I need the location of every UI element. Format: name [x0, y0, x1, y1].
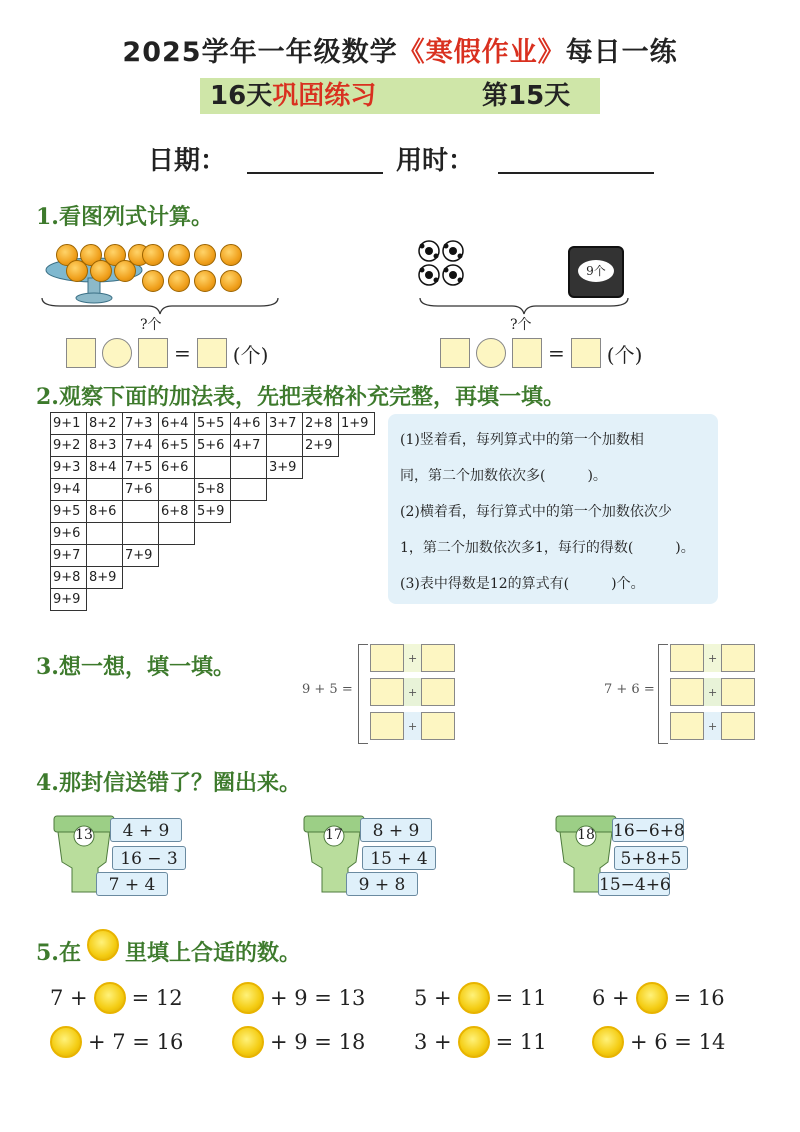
equation-right: = 12	[131, 986, 183, 1010]
table-cell-blank[interactable]	[159, 479, 195, 501]
table-cell-blank[interactable]	[123, 501, 159, 523]
date-field[interactable]	[247, 172, 383, 174]
q3-left-bracket	[358, 644, 368, 744]
sun-answer-slot[interactable]	[458, 1026, 490, 1058]
letter-card[interactable]: 5+8+5	[614, 846, 688, 870]
addition-table	[50, 412, 375, 611]
table-empty-space	[267, 501, 303, 523]
table-cell: 6+8	[159, 501, 195, 523]
note-line: (2)横着看，每行算式中的第一个加数依次少	[400, 504, 672, 520]
letter-card[interactable]: 4 + 9	[110, 818, 182, 842]
equals-sign: =	[548, 341, 565, 365]
equation-left: 5 +	[414, 986, 452, 1010]
table-empty-space	[267, 589, 303, 611]
letter-card[interactable]: 7 + 4	[96, 872, 168, 896]
table-cell-blank[interactable]	[87, 479, 123, 501]
q5-equation	[50, 1026, 183, 1058]
q3-right-expression: 7 + 6 =	[604, 682, 655, 697]
unit-label: (个)	[232, 342, 269, 367]
answer-box[interactable]	[197, 338, 227, 368]
table-cell: 8+4	[87, 457, 123, 479]
table-cell: 9+8	[51, 567, 87, 589]
sun-answer-slot[interactable]	[50, 1026, 82, 1058]
table-cell-blank[interactable]	[159, 523, 195, 545]
letter-card[interactable]: 9 + 8	[346, 872, 418, 896]
soccer-ball-icon	[442, 240, 464, 262]
q1-left-equation	[66, 338, 268, 368]
table-cell: 9+3	[51, 457, 87, 479]
q1-right-equation	[440, 338, 642, 368]
table-cell-blank[interactable]	[195, 457, 231, 479]
basket-label: 9个	[578, 260, 614, 282]
title-highlight: 《寒假作业》	[397, 37, 566, 68]
q5-title: 5.在 里填上合适的数。	[36, 936, 301, 967]
note-line: (1)竖着看，每列算式中的第一个加数相	[400, 432, 644, 448]
table-empty-space	[123, 567, 159, 589]
q3-title: 3.想一想，填一填。	[36, 654, 235, 680]
plate-oranges-row2	[66, 260, 136, 282]
table-cell: 2+8	[303, 413, 339, 435]
table-empty-space	[195, 545, 231, 567]
answer-box[interactable]	[370, 678, 404, 706]
table-cell: 8+3	[87, 435, 123, 457]
title-prefix: 2025学年一年级数学	[122, 37, 398, 68]
answer-box[interactable]	[370, 644, 404, 672]
operator-circle[interactable]	[102, 338, 132, 368]
orange-icon	[194, 244, 216, 266]
table-empty-space	[303, 567, 339, 589]
table-empty-space	[339, 523, 375, 545]
q5-equation	[50, 982, 183, 1014]
orange-icon	[194, 270, 216, 292]
time-field[interactable]	[498, 172, 654, 174]
table-empty-space	[231, 523, 267, 545]
q2-notes-panel	[388, 414, 718, 604]
note-line: 同，第二个加数依次多( )。	[400, 468, 607, 484]
soccer-balls	[418, 240, 464, 286]
table-cell-blank[interactable]	[231, 479, 267, 501]
sun-answer-slot[interactable]	[232, 1026, 264, 1058]
title-suffix: 每日一练	[565, 37, 678, 68]
table-empty-space	[231, 567, 267, 589]
soccer-ball-icon	[418, 240, 440, 262]
q3-left-splits	[370, 644, 455, 740]
q5-equation	[414, 982, 547, 1014]
table-cell: 5+6	[195, 435, 231, 457]
table-cell: 9+2	[51, 435, 87, 457]
table-empty-space	[267, 567, 303, 589]
table-cell: 9+4	[51, 479, 87, 501]
equation-right: = 16	[673, 986, 725, 1010]
brace-right-label: ?个	[510, 317, 532, 333]
table-cell: 9+7	[51, 545, 87, 567]
equation-right: + 7 = 16	[88, 1030, 184, 1054]
table-empty-space	[339, 567, 375, 589]
orange-icon	[168, 270, 190, 292]
table-empty-space	[339, 457, 375, 479]
orange-icon	[142, 270, 164, 292]
brace-left-label: ?个	[140, 317, 162, 333]
table-empty-space	[231, 545, 267, 567]
mailbox-group	[300, 812, 440, 896]
table-empty-space	[267, 479, 303, 501]
answer-box[interactable]	[571, 338, 601, 368]
time-label: 用时：	[396, 146, 475, 176]
q5-equation	[414, 1026, 547, 1058]
sun-answer-slot[interactable]	[592, 1026, 624, 1058]
table-empty-space	[339, 589, 375, 611]
table-empty-space	[159, 589, 195, 611]
sun-answer-slot[interactable]	[636, 982, 668, 1014]
table-cell-blank[interactable]	[267, 435, 303, 457]
answer-box[interactable]	[421, 678, 455, 706]
table-cell: 6+5	[159, 435, 195, 457]
table-empty-space	[195, 567, 231, 589]
sun-answer-slot[interactable]	[232, 982, 264, 1014]
mailbox-number: 18	[577, 827, 595, 843]
answer-box[interactable]	[66, 338, 96, 368]
table-row	[51, 501, 375, 523]
sun-icon	[87, 929, 119, 961]
split-row: +	[670, 644, 755, 672]
table-empty-space	[339, 479, 375, 501]
page-title	[0, 30, 800, 69]
table-empty-space	[339, 435, 375, 457]
letter-card[interactable]: 15−4+6	[598, 872, 670, 896]
q4-title: 4.那封信送错了？圈出来。	[36, 770, 301, 796]
mailbox-number: 17	[325, 827, 343, 843]
basket-picture	[568, 246, 624, 298]
table-cell: 9+9	[51, 589, 87, 611]
table-cell-blank[interactable]	[123, 523, 159, 545]
soccer-ball-icon	[418, 264, 440, 286]
letter-card[interactable]: 16−6+8	[612, 818, 684, 842]
table-empty-space	[303, 479, 339, 501]
mailbox-group	[50, 812, 190, 896]
letter-card[interactable]: 8 + 9	[360, 818, 432, 842]
table-cell: 5+8	[195, 479, 231, 501]
equation-left: 7 +	[50, 986, 88, 1010]
table-cell: 3+7	[267, 413, 303, 435]
answer-box[interactable]	[670, 712, 704, 740]
day-banner	[200, 78, 600, 114]
table-cell: 1+9	[339, 413, 375, 435]
table-cell: 7+5	[123, 457, 159, 479]
table-cell: 9+5	[51, 501, 87, 523]
table-empty-space	[303, 523, 339, 545]
table-cell: 4+6	[231, 413, 267, 435]
banner-day: 第15天	[482, 81, 571, 111]
table-cell-blank[interactable]	[231, 457, 267, 479]
table-empty-space	[303, 457, 339, 479]
answer-box[interactable]	[512, 338, 542, 368]
answer-box[interactable]	[670, 644, 704, 672]
note-line: (3)表中得数是12的算式有( )个。	[400, 576, 645, 592]
q2-title: 2.观察下面的加法表，先把表格补充完整，再填一填。	[36, 384, 565, 410]
table-empty-space	[195, 589, 231, 611]
q5-equation	[232, 982, 365, 1014]
orange-icon	[142, 244, 164, 266]
q5-equation	[592, 1026, 725, 1058]
table-empty-space	[159, 567, 195, 589]
letter-card[interactable]: 15 + 4	[362, 846, 436, 870]
table-cell: 7+9	[123, 545, 159, 567]
table-cell: 3+9	[267, 457, 303, 479]
table-row	[51, 435, 375, 457]
date-label: 日期：	[148, 146, 227, 176]
q1-title: 1.看图列式计算。	[36, 204, 213, 230]
table-empty-space	[195, 523, 231, 545]
mailbox-group	[552, 812, 692, 896]
table-cell: 5+5	[195, 413, 231, 435]
q3-left-expression: 9 + 5 =	[302, 682, 353, 697]
split-row: +	[370, 712, 455, 740]
table-cell-blank[interactable]	[87, 545, 123, 567]
table-cell: 8+9	[87, 567, 123, 589]
table-row	[51, 567, 375, 589]
answer-box[interactable]	[138, 338, 168, 368]
table-empty-space	[231, 589, 267, 611]
table-empty-space	[267, 545, 303, 567]
orange-icon	[220, 244, 242, 266]
table-empty-space	[87, 589, 123, 611]
q3-right-splits	[670, 644, 755, 740]
equation-right: = 11	[495, 1030, 547, 1054]
answer-box[interactable]	[440, 338, 470, 368]
table-row	[51, 589, 375, 611]
table-cell: 5+9	[195, 501, 231, 523]
table-empty-space	[339, 501, 375, 523]
orange-icon	[66, 260, 88, 282]
table-cell: 2+9	[303, 435, 339, 457]
equation-right: = 11	[495, 986, 547, 1010]
operator-circle[interactable]	[476, 338, 506, 368]
equation-left: 3 +	[414, 1030, 452, 1054]
table-row	[51, 457, 375, 479]
banner-left: 16天巩固练习	[210, 81, 377, 111]
table-cell: 7+4	[123, 435, 159, 457]
q5-equation	[592, 982, 725, 1014]
table-empty-space	[231, 501, 267, 523]
table-cell: 6+6	[159, 457, 195, 479]
table-cell: 8+2	[87, 413, 123, 435]
split-row: +	[670, 712, 755, 740]
answer-box[interactable]	[370, 712, 404, 740]
answer-box[interactable]	[421, 712, 455, 740]
equation-right: + 9 = 13	[270, 986, 366, 1010]
table-cell: 7+3	[123, 413, 159, 435]
letter-card[interactable]: 16 − 3	[112, 846, 186, 870]
split-row: +	[370, 678, 455, 706]
answer-box[interactable]	[721, 644, 755, 672]
equation-right: + 9 = 18	[270, 1030, 366, 1054]
table-row	[51, 479, 375, 501]
table-row	[51, 523, 375, 545]
table-empty-space	[267, 523, 303, 545]
orange-icon	[168, 244, 190, 266]
table-empty-space	[339, 545, 375, 567]
sun-answer-slot[interactable]	[94, 982, 126, 1014]
table-empty-space	[159, 545, 195, 567]
split-row: +	[670, 678, 755, 706]
table-empty-space	[303, 501, 339, 523]
table-cell: 7+6	[123, 479, 159, 501]
table-empty-space	[303, 545, 339, 567]
unit-label: (个)	[606, 342, 643, 367]
note-line: 1，第二个加数依次多1，每行的得数( )。	[400, 540, 695, 556]
q5-equation	[232, 1026, 365, 1058]
table-cell: 4+7	[231, 435, 267, 457]
orange-icon	[90, 260, 112, 282]
table-cell-blank[interactable]	[87, 523, 123, 545]
sun-answer-slot[interactable]	[458, 982, 490, 1014]
table-cell: 9+6	[51, 523, 87, 545]
equation-right: + 6 = 14	[630, 1030, 726, 1054]
table-row	[51, 545, 375, 567]
answer-box[interactable]	[670, 678, 704, 706]
table-cell: 9+1	[51, 413, 87, 435]
equals-sign: =	[174, 341, 191, 365]
answer-box[interactable]	[421, 644, 455, 672]
q3-right-bracket	[658, 644, 668, 744]
orange-icon	[220, 270, 242, 292]
table-empty-space	[303, 589, 339, 611]
answer-box[interactable]	[721, 712, 755, 740]
answer-box[interactable]	[721, 678, 755, 706]
split-row: +	[370, 644, 455, 672]
orange-icon	[114, 260, 136, 282]
table-cell: 8+6	[87, 501, 123, 523]
table-empty-space	[123, 589, 159, 611]
soccer-ball-icon	[442, 264, 464, 286]
loose-oranges	[142, 244, 242, 292]
equation-left: 6 +	[592, 986, 630, 1010]
table-cell: 6+4	[159, 413, 195, 435]
mailbox-number: 13	[75, 827, 93, 843]
table-row	[51, 413, 375, 435]
